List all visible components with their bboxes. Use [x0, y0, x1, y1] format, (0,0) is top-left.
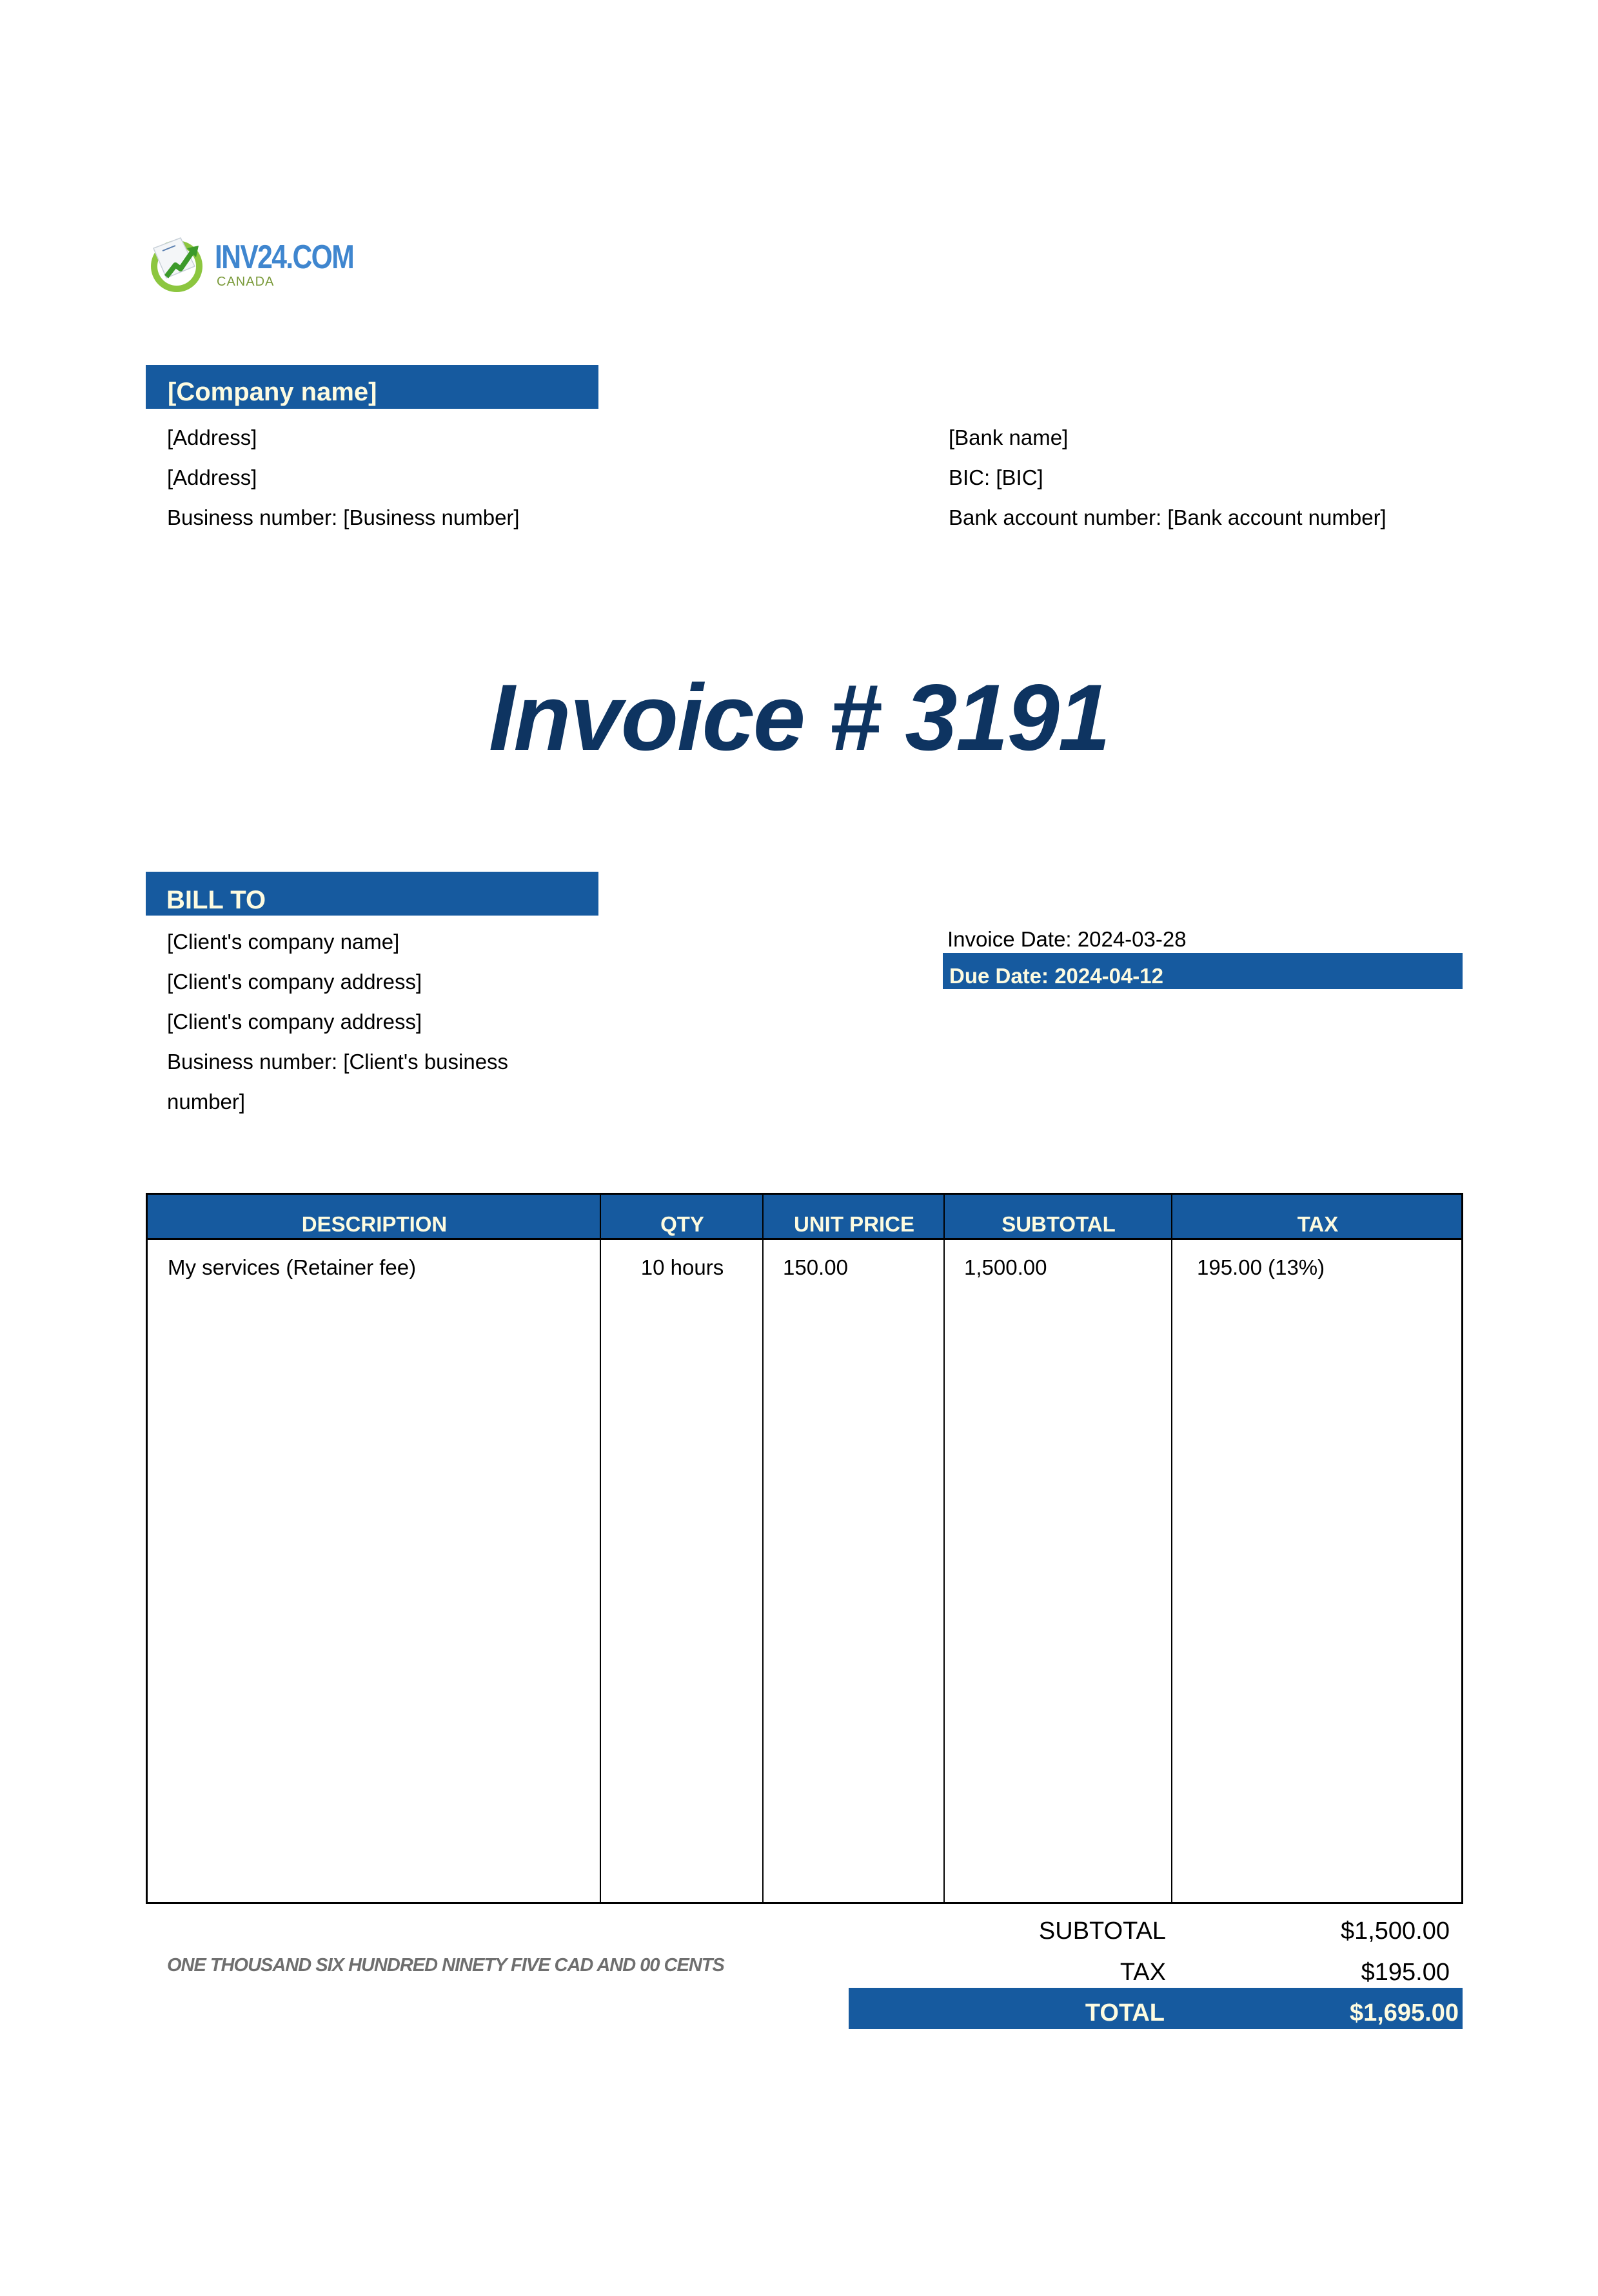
logo-country-text: CANADA: [217, 275, 275, 289]
invoice-date: Invoice Date: 2024-03-28: [947, 927, 1187, 951]
column-unit-price: [764, 1195, 945, 1902]
header-qty: QTY: [660, 1212, 704, 1236]
bank-name: [Bank name]: [949, 426, 1069, 449]
column-qty: [601, 1195, 764, 1902]
logo-brand-text: INV24.COM: [215, 239, 354, 276]
client-business-number-cont: number]: [167, 1090, 246, 1114]
row-unit-price: 150.00: [783, 1255, 848, 1279]
bill-to-bar: [146, 872, 598, 916]
client-business-number: Business number: [Client's business: [167, 1050, 509, 1074]
due-date-bar: [943, 953, 1463, 989]
company-name: [Company name]: [168, 378, 377, 406]
row-subtotal: 1,500.00: [964, 1255, 1047, 1279]
company-name-bar: [146, 365, 598, 409]
company-business-number: Business number: [Business number]: [167, 505, 520, 529]
row-tax: 195.00 (13%): [1197, 1255, 1325, 1279]
row-description: My services (Retainer fee): [168, 1255, 417, 1279]
client-company-name: [Client's company name]: [167, 930, 400, 954]
tax-label: TAX: [1120, 1959, 1166, 1986]
client-company-address-1: [Client's company address]: [167, 970, 422, 994]
client-company-address-2: [Client's company address]: [167, 1010, 422, 1034]
amount-in-words: ONE THOUSAND SIX HUNDRED NINETY FIVE CAD AND 00 CENTS: [167, 1955, 724, 1976]
company-address-1: [Address]: [167, 426, 257, 449]
invoice-title: Invoice # 3191: [488, 665, 1110, 770]
line-items-table: [146, 1193, 1463, 1904]
due-date: Due Date: 2024-04-12: [949, 964, 1163, 988]
subtotal-value: $1,500.00: [1340, 1918, 1450, 1945]
row-qty: 10 hours: [640, 1255, 724, 1279]
header-subtotal: SUBTOTAL: [1001, 1212, 1116, 1236]
invoice-growth-arrow-icon: [147, 234, 206, 293]
total-bar: [849, 1988, 1463, 2029]
header-description: DESCRIPTION: [301, 1212, 448, 1236]
column-description: [148, 1195, 601, 1902]
bank-account-number: Bank account number: [Bank account number]: [949, 505, 1386, 529]
header-unit-price: UNIT PRICE: [793, 1212, 914, 1236]
column-subtotal: [945, 1195, 1172, 1902]
company-logo: [147, 229, 354, 293]
total-label: TOTAL: [1085, 1999, 1165, 2026]
bill-to-heading: BILL TO: [166, 886, 266, 914]
company-address-2: [Address]: [167, 466, 257, 489]
header-tax: TAX: [1297, 1212, 1339, 1236]
bank-bic: BIC: [BIC]: [949, 466, 1043, 489]
subtotal-label: SUBTOTAL: [1038, 1918, 1166, 1945]
tax-value: $195.00: [1361, 1959, 1450, 1986]
total-value: $1,695.00: [1349, 1999, 1459, 2026]
